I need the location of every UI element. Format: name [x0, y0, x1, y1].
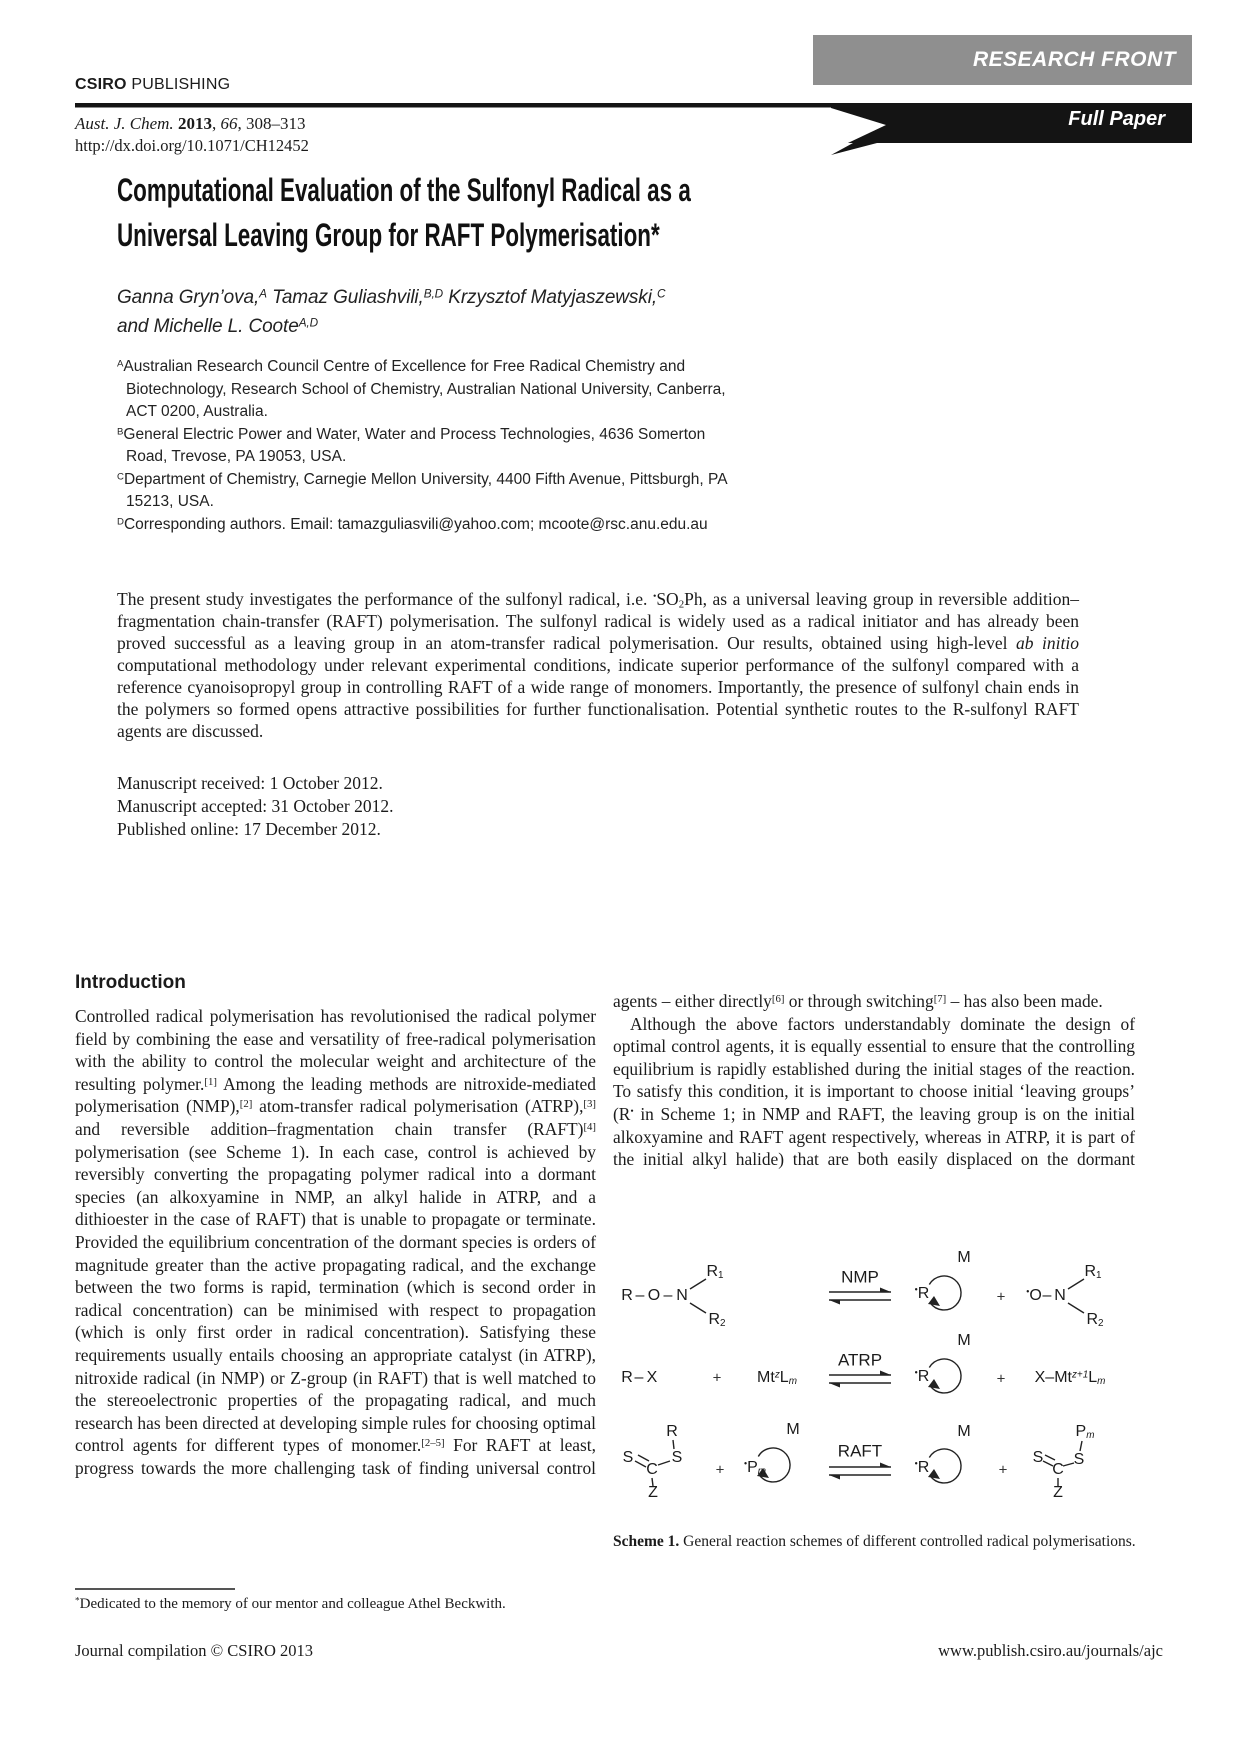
title-line-2: Universal Leaving Group for RAFT Polymerisation*	[117, 217, 660, 253]
affiliations	[117, 356, 731, 536]
text-segment: and reversible addition–fragmentation chain transfer (RAFT)	[75, 1118, 584, 1139]
text-segment: Ph, as a universal leaving group in reversible addition–fragmentation chain-transfer (RAFT) polymerisation. The sulfonyl radical is widely used as a radical initiator and has already been proved successful as a leaving group in an atom-transfer radical polymerisation. Our results, obtained using high-level	[117, 589, 1079, 653]
affiliation-c	[117, 469, 731, 514]
scheme-1-figure	[613, 1249, 1140, 1522]
text-segment: B	[117, 425, 124, 437]
atom-N	[1054, 1288, 1066, 1304]
radical-O	[1026, 1288, 1042, 1304]
radical-R	[915, 1286, 930, 1302]
text-segment: [2]	[239, 1098, 253, 1111]
radical-Pm	[744, 1460, 766, 1476]
text-segment: m	[1086, 1430, 1095, 1442]
group-Pm	[1076, 1424, 1095, 1440]
text-segment: P	[747, 1459, 758, 1476]
reaction-label-atrp	[838, 1352, 882, 1369]
text-segment: R	[621, 1369, 633, 1386]
text-segment: •	[914, 1458, 918, 1469]
plus-sign	[999, 1463, 1008, 1478]
text-segment: S	[622, 1449, 634, 1466]
text-segment: +	[996, 1370, 1006, 1388]
text-segment: N	[1054, 1287, 1066, 1304]
text-segment: Corresponding authors. Email: tamazguliasvili@yahoo.com; mcoote@rsc.anu.edu.au	[123, 515, 708, 533]
date-published: Published online: 17 December 2012.	[117, 819, 381, 839]
text-segment: R	[1086, 1311, 1099, 1328]
author-line-2	[117, 312, 665, 341]
text-segment: 2	[678, 598, 685, 611]
plus-sign	[716, 1463, 725, 1478]
text-segment: 2	[1098, 1318, 1104, 1330]
text-segment: Aust. J. Chem.	[75, 114, 174, 133]
body-column-right	[613, 990, 1135, 1171]
text-segment: R	[621, 1287, 633, 1304]
text-segment: 1	[1096, 1270, 1102, 1282]
text-segment: C	[657, 287, 666, 301]
atom-S	[672, 1450, 683, 1466]
atom-R	[666, 1424, 678, 1440]
text-segment: Department of Chemistry, Carnegie Mellon University, 4400 Fifth Avenue, Pittsburgh, PA 15213, USA.	[123, 470, 727, 510]
bond-dash	[635, 1370, 644, 1386]
text-segment: Among the leading methods are nitroxide-mediated polymerisation (NMP),	[75, 1073, 596, 1117]
text-segment: S	[1073, 1451, 1085, 1468]
text-segment: M	[957, 1423, 971, 1440]
text-segment: L	[779, 1369, 789, 1386]
text-segment: [1]	[204, 1075, 217, 1088]
text-segment: 66	[220, 114, 238, 133]
text-segment: z	[774, 1369, 780, 1381]
atom-C	[1052, 1462, 1064, 1478]
text-segment: Z	[1053, 1484, 1063, 1501]
text-segment: •	[630, 1106, 634, 1118]
atom-R	[621, 1370, 633, 1386]
text-segment: Although the above factors understandably dominate the design of optimal control agents, it is equally essential to ensure that the controlling equilibrium is rapidly established during the initial stages of the reaction. To satisfy this condition, it is important to choose initial ‘leaving groups’ (R	[613, 1013, 1135, 1124]
monomer-label	[957, 1250, 970, 1266]
bond-dash	[664, 1288, 673, 1304]
text-segment: Tamaz Guliashvili,	[266, 287, 424, 308]
text-segment: •	[914, 1367, 918, 1378]
text-segment: [4]	[583, 1120, 596, 1133]
bond-dash	[1043, 1288, 1052, 1304]
atom-X	[647, 1370, 658, 1386]
text-segment: polymerisation (see Scheme 1). In each case, control is achieved by reversibly converting the propagating polymer radical into a dormant species (an alkoxyamine in NMP, an alkyl halide in ATRP, and a dithioester in the case of RAFT) that is unable to propagate or terminate. Provided the equilibrium concentration of the dormant species is orders of magnitude greater than the active propagating radical, and the exchange between the two forms is rapid, termination (which is second order in radical concentration) can be minimised with respect to propagation (which is only first order in radical concentration). Satisfying these requirements usually entails choosing an appropriate catalyst (in ATRP), nitroxide radical (in NMP) or Z-group (in RAFT) that is well matched to the stereoelectronic properties of the propagating radical, and much research has been directed at developing simple rules for choosing optimal control agents for different types of monomer.	[75, 1141, 596, 1456]
text-segment: ,	[211, 114, 221, 133]
atom-S	[1074, 1452, 1085, 1468]
text-segment: +	[996, 1288, 1006, 1306]
plus-sign	[997, 1290, 1006, 1305]
text-segment: R	[708, 1311, 721, 1328]
paragraph	[613, 990, 1135, 1013]
title-line-1: Computational Evaluation of the Sulfonyl Radical as a	[117, 172, 691, 208]
affiliation-d	[117, 514, 731, 537]
text-segment: C	[117, 470, 124, 482]
text-segment: –	[635, 1287, 645, 1304]
text-segment: –	[663, 1287, 673, 1304]
text-segment: D	[117, 515, 124, 527]
text-segment: atom-transfer radical polymerisation (ATRP),	[252, 1096, 584, 1117]
radical-R	[915, 1460, 930, 1476]
atom-Z	[1053, 1485, 1063, 1501]
text-segment: O	[1029, 1287, 1042, 1304]
atom-Z	[648, 1485, 658, 1501]
text-segment: Mt	[757, 1369, 775, 1386]
text-segment: –	[634, 1369, 644, 1386]
text-segment: C	[1052, 1461, 1064, 1478]
body-column-left	[75, 1005, 596, 1479]
text-segment: 1	[718, 1270, 724, 1282]
text-segment: Ganna Gryn’ova,	[117, 287, 260, 308]
affiliation-a	[117, 356, 731, 424]
monomer-label	[957, 1333, 970, 1349]
atom-C	[646, 1462, 658, 1478]
copyright-notice: Journal compilation © CSIRO 2013	[75, 1641, 314, 1660]
text-segment: [2–5]	[421, 1437, 445, 1450]
text-segment: ATRP	[837, 1350, 883, 1370]
text-segment: , 308–313	[237, 114, 306, 133]
text-segment: Controlled radical polymerisation has revolutionised the radical polymer field by combining the ease and versatility of free-radical polymerisation with the ability to control the molecular weight and architecture of the resulting polymer.	[75, 1006, 596, 1094]
text-segment: •	[743, 1458, 748, 1469]
text-segment: For RAFT at least, progress towards the more challenging task of finding universal control	[75, 1435, 596, 1478]
text-segment: m	[1097, 1376, 1106, 1388]
publisher-name-bold: CSIRO	[75, 76, 127, 93]
atom-O	[648, 1288, 660, 1304]
manuscript-dates	[117, 772, 394, 841]
text-segment: S	[1032, 1449, 1044, 1466]
paragraph	[613, 1013, 1135, 1171]
text-segment: z+1	[1071, 1369, 1089, 1381]
text-segment: – has also been made.	[946, 991, 1103, 1011]
text-segment: P	[1075, 1423, 1087, 1440]
text-segment: •	[1026, 1286, 1030, 1297]
text-segment: C	[646, 1461, 658, 1478]
atom-S	[623, 1450, 634, 1466]
text-segment: ab initio	[1016, 633, 1079, 653]
text-segment: –	[1042, 1287, 1052, 1304]
text-segment: Australian Research Council Centre of Excellence for Free Radical Chemistry and Biotechnology, Research School of Chemistry, Australian National University, Canberra, ACT 0200, Australia.	[123, 358, 726, 420]
text-segment: and Michelle L. Coote	[117, 316, 299, 337]
author-line-1	[117, 283, 665, 312]
atom-S	[1033, 1450, 1044, 1466]
text-segment: R	[917, 1285, 930, 1302]
affiliation-b	[117, 424, 731, 469]
group-R1	[706, 1264, 723, 1280]
text-segment: Scheme 1.	[613, 1533, 680, 1550]
dedication-footnote	[75, 1596, 506, 1613]
text-segment: m	[757, 1466, 767, 1478]
full-paper-banner: Full Paper	[1068, 108, 1165, 130]
reaction-label-raft	[838, 1443, 882, 1460]
scheme-1-caption	[613, 1532, 1137, 1553]
journal-url[interactable]: www.publish.csiro.au/journals/ajc	[938, 1641, 1163, 1660]
group-R2	[1086, 1312, 1103, 1328]
plus-sign	[713, 1371, 722, 1386]
bond-dash	[636, 1288, 645, 1304]
text-segment: in Scheme 1; in NMP and RAFT, the leaving group is on the initial alkoxyamine and RAFT agent respectively, whereas in ATRP, it is part of the initial alkyl halide) that are both easily displaced on the dormant	[613, 1103, 1135, 1170]
text-segment: SO	[656, 589, 679, 609]
text-segment: +	[712, 1369, 722, 1387]
paragraph	[75, 1005, 596, 1479]
text-segment: The present study investigates the performance of the sulfonyl radical, i.e.	[117, 589, 653, 609]
group-R1	[1084, 1264, 1101, 1280]
text-segment: R	[706, 1263, 719, 1280]
text-segment: [7]	[933, 992, 947, 1005]
monomer-label	[786, 1422, 799, 1438]
doi-link[interactable]: http://dx.doi.org/10.1071/CH12452	[75, 136, 309, 155]
text-segment: R	[666, 1423, 678, 1440]
atom-N	[676, 1288, 688, 1304]
monomer-label	[957, 1424, 970, 1440]
text-segment: Z	[648, 1484, 658, 1501]
text-segment: +	[715, 1461, 725, 1479]
text-segment: R	[1084, 1263, 1097, 1280]
text-segment: B,D	[423, 287, 444, 301]
research-front-banner: RESEARCH FRONT	[813, 35, 1192, 85]
text-segment: R	[917, 1459, 930, 1476]
group-R2	[708, 1312, 725, 1328]
plus-sign	[997, 1372, 1006, 1387]
text-segment: Dedicated to the memory of our mentor and colleague Athel Beckwith.	[79, 1596, 506, 1612]
text-segment: [3]	[583, 1098, 596, 1111]
halide-metal-complex	[1035, 1370, 1106, 1386]
text-segment: computational methodology under relevant experimental conditions, indicate superior performance of the sulfonyl compared with a reference cyanoisopropyl group in controlling RAFT of a wide range of monomers. Importantly, the presence of sulfonyl chain ends in the polymers so formed opens attractive possibilities for further functionalisation. Potential synthetic routes to the R-sulfonyl RAFT agents are discussed.	[117, 655, 1079, 741]
text-segment: M	[957, 1249, 971, 1266]
text-segment: m	[788, 1376, 797, 1388]
date-received: Manuscript received: 1 October 2012.	[117, 773, 383, 793]
text-segment: 2013	[177, 114, 212, 133]
text-segment: NMP	[841, 1267, 879, 1287]
text-segment: +	[998, 1461, 1008, 1479]
text-segment: General reaction schemes of different controlled radical polymerisations.	[679, 1533, 1136, 1550]
section-heading-introduction: Introduction	[75, 972, 186, 993]
text-segment: •	[652, 591, 657, 603]
author-list	[117, 283, 665, 341]
text-segment: RAFT	[837, 1441, 883, 1461]
atom-R	[621, 1288, 633, 1304]
text-segment: R	[917, 1368, 930, 1385]
text-segment: O	[647, 1287, 661, 1304]
text-segment: General Electric Power and Water, Water and Process Technologies, 4636 Somerton Road, Trevose, PA 19053, USA.	[123, 425, 706, 465]
text-segment: N	[676, 1287, 688, 1304]
text-segment: A	[259, 287, 267, 301]
footnote-rule	[75, 1588, 235, 1590]
text-segment: or through switching	[784, 991, 934, 1011]
text-segment: agents – either directly	[613, 991, 772, 1011]
radical-R	[915, 1369, 930, 1385]
text-segment: 2	[720, 1318, 726, 1330]
text-segment: M	[957, 1332, 971, 1349]
text-segment: L	[1088, 1369, 1098, 1386]
text-segment: *	[75, 1596, 80, 1607]
text-segment: •	[914, 1284, 918, 1295]
text-segment: A,D	[298, 316, 319, 330]
page-title	[117, 168, 937, 258]
text-segment: M	[786, 1421, 800, 1438]
metal-complex	[757, 1370, 797, 1386]
text-segment: Krzysztof Matyjaszewski,	[443, 287, 658, 308]
date-accepted: Manuscript accepted: 31 October 2012.	[117, 796, 394, 816]
abstract	[117, 588, 1079, 742]
publisher-name-rest: PUBLISHING	[126, 76, 231, 93]
text-segment: S	[671, 1449, 683, 1466]
journal-citation	[75, 112, 305, 135]
text-segment: A	[117, 358, 124, 370]
text-segment: [6]	[771, 992, 785, 1005]
reaction-label-nmp	[841, 1269, 879, 1286]
text-segment: X–Mt	[1034, 1369, 1072, 1386]
text-segment: X	[646, 1369, 658, 1386]
